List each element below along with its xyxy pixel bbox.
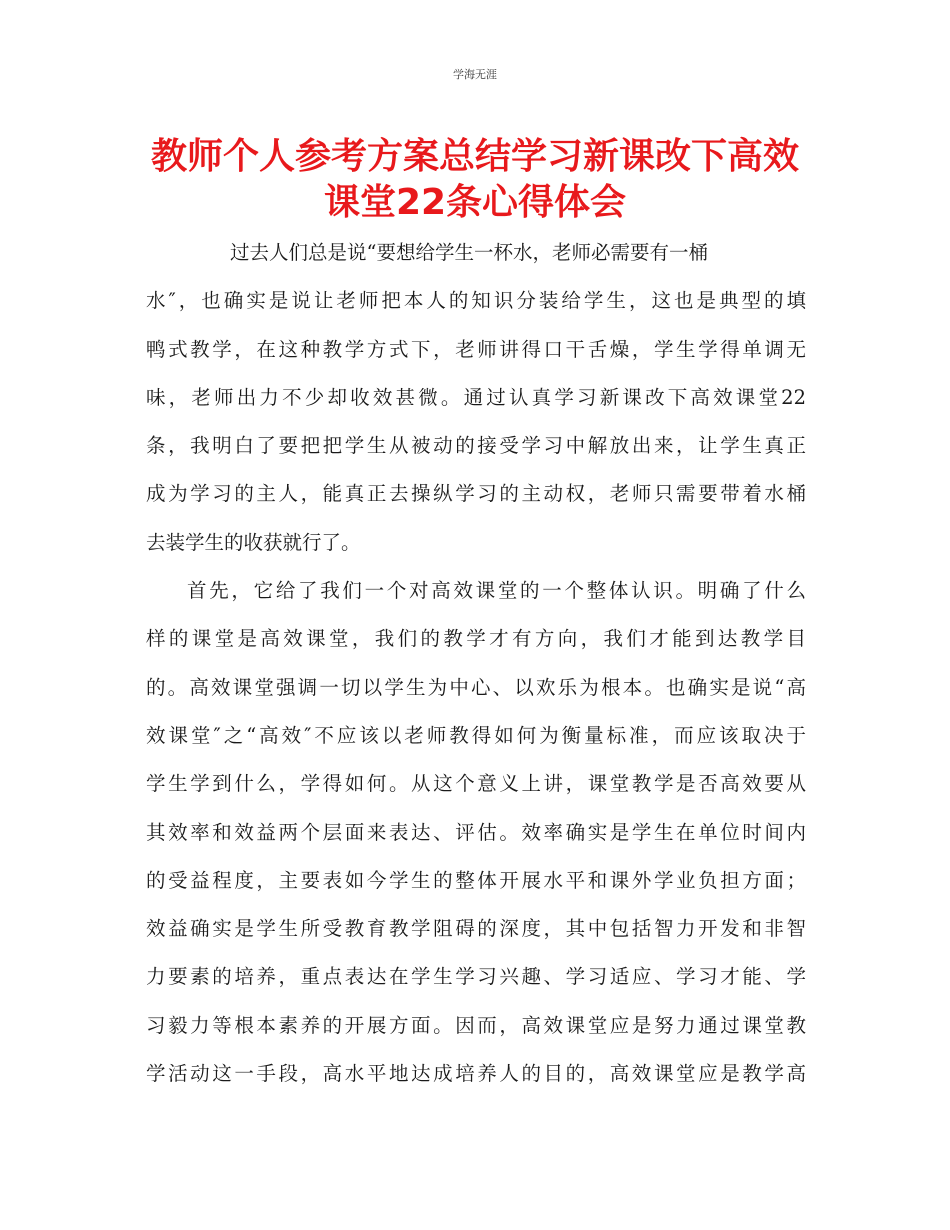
text-line: 效课堂″之“高效″不应该以老师教得如何为衡量标准，而应该取决于 bbox=[146, 723, 806, 747]
text-line: 学活动这一手段，高水平地达成培养人的目的，高效课堂应是教学高 bbox=[146, 1062, 806, 1086]
text-line: 味，老师出力不少却收效甚微。通过认真学习新课改下高效课堂22 bbox=[146, 385, 806, 409]
text-line: 去装学生的收获就行了。 bbox=[146, 530, 361, 554]
document-body bbox=[146, 229, 806, 1098]
text-line: 样的课堂是高效课堂，我们的教学才有方向，我们才能到达教学目 bbox=[146, 627, 806, 651]
text-line: 首先，它给了我们一个对高效课堂的一个整体认识。明确了什么 bbox=[187, 579, 806, 603]
title-line: 课堂22条心得体会 bbox=[323, 182, 627, 223]
text-line: 条，我明白了要把把学生从被动的接受学习中解放出来，让学生真正 bbox=[146, 434, 806, 458]
text-line: 成为学习的主人，能真正去操纵学习的主动权，老师只需要带着水桶 bbox=[146, 482, 806, 506]
text-line: 力要素的培养，重点表达在学生学习兴趣、学习适应、学习才能、学 bbox=[146, 965, 806, 989]
text-line: 鸭式教学，在这种教学方式下，老师讲得口干舌燥，学生学得单调无 bbox=[146, 337, 806, 361]
text-line: 过去人们总是说“要想给学生一杯水，老师必需要有一桶 bbox=[230, 241, 708, 264]
running-header: 学海无涯 bbox=[453, 68, 497, 81]
text-line: 水″，也确实是说让老师把本人的知识分装给学生，这也是典型的填 bbox=[146, 289, 806, 313]
text-line: 的受益程度，主要表如今学生的整体开展水平和课外学业负担方面； bbox=[146, 868, 806, 892]
text-line: 其效率和效益两个层面来表达、评估。效率确实是学生在单位时间内 bbox=[146, 820, 806, 844]
text-line: 学生学到什么，学得如何。从这个意义上讲，课堂教学是否高效要从 bbox=[146, 772, 806, 796]
text-line: 习毅力等根本素养的开展方面。因而，高效课堂应是努力通过课堂教 bbox=[146, 1013, 806, 1037]
paragraph-intro bbox=[146, 229, 806, 567]
paragraph-first-point bbox=[146, 567, 806, 1098]
text-line: 的。高效课堂强调一切以学生为中心、以欢乐为根本。也确实是说“高 bbox=[146, 675, 806, 699]
document-title bbox=[95, 134, 855, 226]
text-line: 效益确实是学生所受教育教学阻碍的深度，其中包括智力开发和非智 bbox=[146, 917, 806, 941]
title-line: 教师个人参考方案总结学习新课改下高效 bbox=[150, 136, 799, 177]
